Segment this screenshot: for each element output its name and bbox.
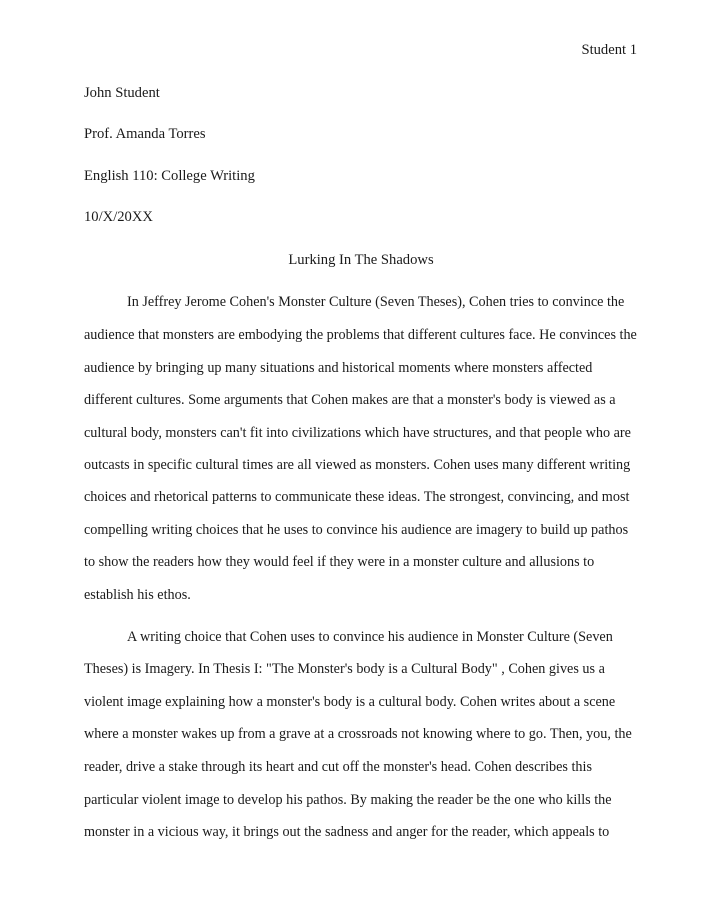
student-name: John Student xyxy=(84,85,160,101)
running-head: Student 1 xyxy=(581,42,637,58)
paragraph-line: monster in a vicious way, it brings out the sadness and anger for the reader, which appeals to xyxy=(84,824,610,840)
paragraph-line: reader, drive a stake through its heart and cut off the monster's head. Cohen describes this xyxy=(84,759,592,775)
paragraph-line: where a monster wakes up from a grave at a crossroads not knowing where to go. Then, you, the xyxy=(84,726,632,742)
paragraph-line: choices and rhetorical patterns to communicate these ideas. The strongest, convincing, and most xyxy=(84,489,630,505)
paragraph-line: particular violent image to develop his pathos. By making the reader be the one who kills the xyxy=(84,792,612,808)
date-line: 10/X/20XX xyxy=(84,209,153,225)
document-title: Lurking In The Shadows xyxy=(288,252,434,268)
course-name: English 110: College Writing xyxy=(84,168,255,184)
paragraph-line: to show the readers how they would feel if they were in a monster culture and allusions to xyxy=(84,554,595,570)
paragraph-line: cultural body, monsters can't fit into civilizations which have structures, and that people who are xyxy=(84,425,631,441)
paragraph-line: Theses) is Imagery. In Thesis I: "The Monster's body is a Cultural Body" , Cohen gives us a xyxy=(84,661,605,677)
paragraph-line: compelling writing choices that he uses to convince his audience are imagery to build up pathos xyxy=(84,522,629,538)
paragraph-line: outcasts in specific cultural times are all viewed as monsters. Cohen uses many different writing xyxy=(84,457,631,473)
paragraph-line: A writing choice that Cohen uses to convince his audience in Monster Culture (Seven xyxy=(127,629,613,645)
professor-name: Prof. Amanda Torres xyxy=(84,126,206,142)
paragraph-line: In Jeffrey Jerome Cohen's Monster Culture (Seven Theses), Cohen tries to convince the xyxy=(127,294,625,310)
paragraph-line: audience by bringing up many situations and historical moments where monsters affected xyxy=(84,360,593,376)
paragraph-line: different cultures. Some arguments that Cohen makes are that a monster's body is viewed as a xyxy=(84,392,616,408)
paragraph-line: establish his ethos. xyxy=(84,587,191,603)
paragraph-line: violent image explaining how a monster's body is a cultural body. Cohen writes about a scene xyxy=(84,694,616,710)
paragraph-line: audience that monsters are embodying the problems that different cultures face. He convinces the xyxy=(84,327,637,343)
